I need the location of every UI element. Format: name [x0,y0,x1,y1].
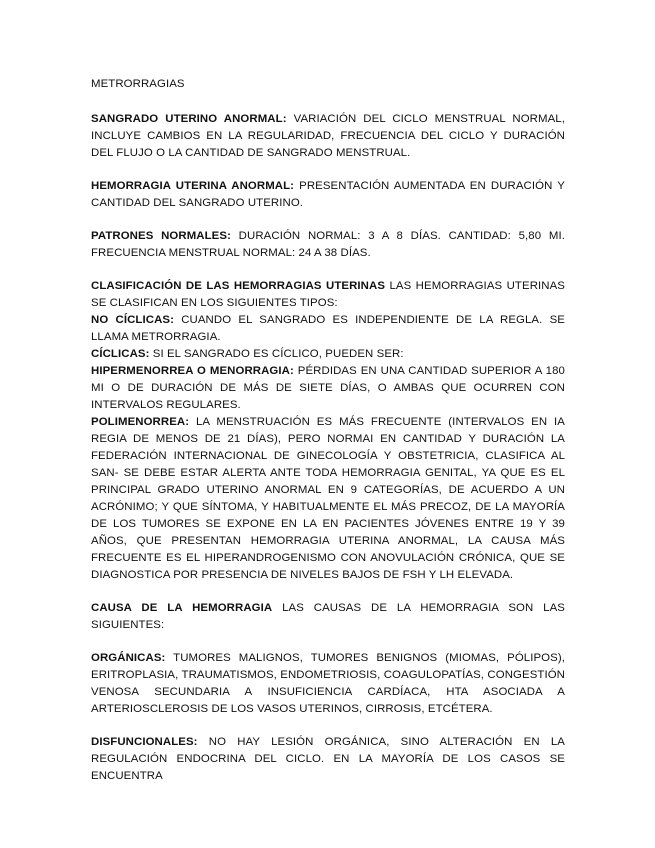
definition: LAS HEMORRAGIAS UTERINAS SE CLASIFICAN EN LOS SIGUIENTES TIPOS: [91,280,565,309]
definition: LAS CAUSAS DE LA HEMORRAGIA SON LAS SIGUIENTES: [91,602,565,631]
paragraph-organicas [91,650,565,718]
term: CAUSA DE LA HEMORRAGIA [91,602,273,614]
paragraph-ciclicas [91,346,565,363]
term: CLASIFICACIÓN DE LAS HEMORRAGIAS UTERINAS [91,280,386,292]
definition: TUMORES MALIGNOS, TUMORES BENIGNOS (MIOMAS, PÓLIPOS), ERITROPLASIA, TRAUMATISMOS, ENDOMETRIOSIS, COAGULOPATÍAS, CONGESTIÓN VENOSA SECUNDARIA A INSUFICIENCIA CARDÍACA, HTA ASOCIADA A ARTERIOSCLEROSIS DE LOS VASOS UTERINOS, CIRROSIS, ETCÉTERA. [91,652,565,715]
paragraph-no-ciclicas [91,312,565,346]
paragraph-hipermenorrea [91,363,565,414]
paragraph-sangrado-uterino [91,111,565,162]
document-title: METRORRAGIAS [91,78,185,90]
paragraph-polimenorrea [91,414,565,584]
term: PATRONES NORMALES: [91,230,231,242]
definition: PÉRDIDAS EN UNA CANTIDAD SUPERIOR A 180 MI O DE DURACIÓN DE MÁS DE SIETE DÍAS, O AMBAS QUE OCURREN CON INTERVALOS REGULARES. [91,365,565,411]
paragraph-causa-hemorragia [91,600,565,634]
term: ORGÁNICAS: [91,652,166,664]
term: SANGRADO UTERINO ANORMAL: [91,113,287,125]
term: HIPERMENORREA O MENORRAGIA: [91,365,294,377]
term: CÍCLICAS: [91,348,150,360]
definition: DURACIÓN NORMAL: 3 A 8 DÍAS. CANTIDAD: 5,80 MI. FRECUENCIA MENSTRUAL NORMAL: 24 A 38 DÍAS. [91,230,565,259]
term: POLIMENORREA: [91,416,190,428]
term: NO CÍCLICAS: [91,314,174,326]
term: HEMORRAGIA UTERINA ANORMAL: [91,180,295,192]
definition: CUANDO EL SANGRADO ES INDEPENDIENTE DE LA REGLA. SE LLAMA METRORRAGIA. [91,314,565,343]
definition: NO HAY LESIÓN ORGÁNICA, SINO ALTERACIÓN EN LA REGULACIÓN ENDOCRINA DEL CICLO. EN LA MAYORÍA DE LOS CASOS SE ENCUENTRA [91,736,565,782]
term: DISFUNCIONALES: [91,736,198,748]
definition: SI EL SANGRADO ES CÍCLICO, PUEDEN SER: [149,348,404,360]
paragraph-disfuncionales [91,734,565,785]
definition: LA MENSTRUACIÓN ES MÁS FRECUENTE (INTERVALOS EN IA REGIA DE MENOS DE 21 DÍAS), PERO NORMAI EN CANTIDAD Y DURACIÓN LA FEDERACIÓN INTERNACIONAL DE GINECOLOGÍA Y OBSTETRICIA, CLASIFICA AL SAN- SE DEBE ESTAR ALERTA ANTE TODA HEMORRAGIA GENITAL, YA QUE ES EL PRINCIPAL GRADO UTERINO ANORMAL EN 9 CATEGORÍAS, DE ACUERDO A UN ACRÓNIMO; Y QUE SÍNTOMA, Y HABITUALMENTE EL MÁS PRECOZ, DE LA MAYORÍA DE LOS TUMORES SE EXPONE EN LA EN PACIENTES JÓVENES ENTRE 19 Y 39 AÑOS, QUE PRESENTAN HEMORRAGIA UTERINA ANORMAL, LA CAUSA MÁS FRECUENTE ES EL HIPERANDROGENISMO CON ANOVULACIÓN CRÓNICA, QUE SE DIAGNOSTICA POR PRESENCIA DE NIVELES BAJOS DE FSH Y LH ELEVADA. [91,416,565,581]
definition: PRESENTACIÓN AUMENTADA EN DURACIÓN Y CANTIDAD DEL SANGRADO UTERINO. [91,180,565,209]
paragraph-hemorragia-uterina [91,178,565,212]
definition: VARIACIÓN DEL CICLO MENSTRUAL NORMAL, INCLUYE CAMBIOS EN LA REGULARIDAD, FRECUENCIA DEL CICLO Y DURACIÓN DEL FLUJO O LA CANTIDAD DE SANGRADO MENSTRUAL. [91,113,565,159]
paragraph-patrones-normales [91,228,565,262]
paragraph-clasificacion [91,278,565,312]
